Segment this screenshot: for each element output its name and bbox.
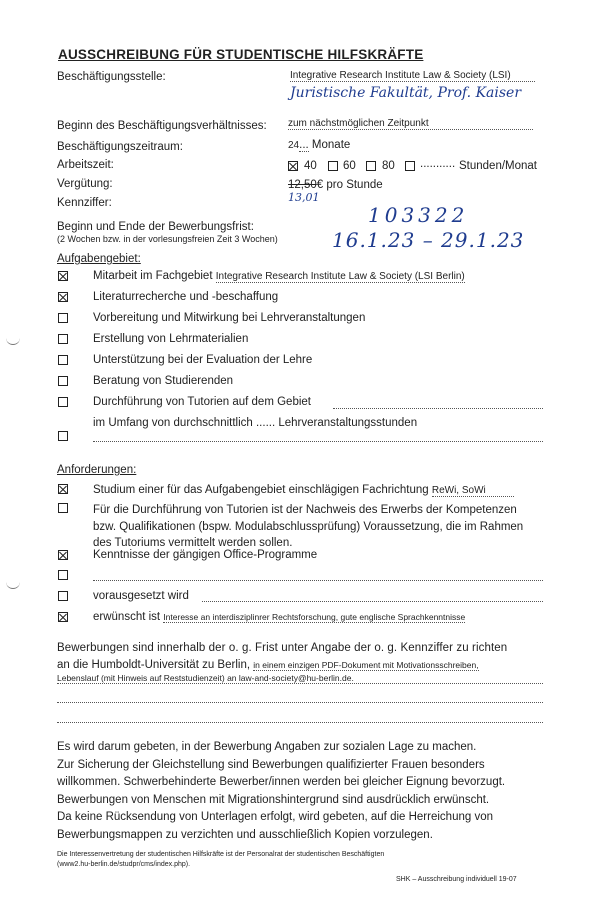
frist-note: (2 Wochen bzw. in der vorlesungsfreien Zeit 3 Wochen) bbox=[57, 234, 278, 244]
aufgabe-tutorien-fill[interactable] bbox=[333, 407, 543, 409]
bewerbung-line1: Bewerbungen sind innerhalb der o. g. Frist unter Angabe der o. g. Kennziffer zu richten bbox=[57, 642, 508, 654]
stelle-label: Beschäftigungsstelle: bbox=[57, 71, 166, 83]
arbeitszeit-other-field[interactable]: ........... bbox=[420, 158, 456, 170]
anforderung-vorausgesetzt: vorausgesetzt wird bbox=[93, 590, 189, 602]
bewerbung-address: an die Humboldt-Universität zu Berlin, bbox=[57, 659, 251, 671]
closing-line: Es wird darum gebeten, in der Bewerbung Angaben zur sozialen Lage zu machen. bbox=[57, 741, 477, 753]
arbeitszeit-label: Arbeitszeit: bbox=[57, 159, 114, 171]
arbeitszeit-unit: Stunden/Monat bbox=[459, 160, 538, 172]
aufgabe-checkbox-tutorien[interactable] bbox=[58, 397, 68, 407]
verguetung-old: 12,50 bbox=[288, 179, 317, 191]
kennziffer-label: Kennziffer: bbox=[57, 197, 112, 209]
aufgabe-umfang: im Umfang von durchschnittlich ...... Lehrveranstaltungsstunden bbox=[93, 417, 418, 429]
bewerbung-blank-line[interactable] bbox=[57, 701, 543, 703]
arbeitszeit-40-checkbox[interactable] bbox=[288, 161, 298, 171]
punch-mark bbox=[6, 580, 20, 589]
anforderung-tutorien-text: Für die Durchführung von Tutorien ist der Nachweis des Erwerbs der Kompetenzen bzw. Qualifikationen (bspw. Modulabschlussprüfung) Voraussetzung, die im Rahmen des Tutoriums vermittelt werden sollen. bbox=[93, 504, 524, 549]
arbeitszeit-60-label: 60 bbox=[343, 160, 356, 172]
aufgabe-checkbox-vorbereitung[interactable] bbox=[58, 313, 68, 323]
aufgabe-tutorien bbox=[93, 396, 311, 408]
anforderung-checkbox-erwuenscht[interactable] bbox=[58, 612, 68, 622]
verguetung-unit: € pro Stunde bbox=[316, 179, 383, 191]
frist-label: Beginn und Ende der Bewerbungsfrist: bbox=[57, 221, 254, 233]
closing-line: willkommen. Schwerbehinderte Bewerber/innen werden bei gleicher Eignung bevorzugt. bbox=[57, 776, 506, 788]
aufgabe-other-fill[interactable] bbox=[93, 440, 543, 442]
anforderung-other-fill[interactable] bbox=[93, 579, 543, 581]
closing-line: Bewerbungsmappen zu verzichten und ausschließlich Kopien vorzulegen. bbox=[57, 828, 433, 841]
anforderungen-heading: Anforderungen: bbox=[57, 464, 137, 476]
closing-paragraph bbox=[57, 739, 505, 844]
verguetung-row bbox=[288, 179, 383, 191]
bewerbung-blank-line[interactable] bbox=[57, 721, 543, 723]
anforderung-checkbox-office[interactable] bbox=[58, 550, 68, 560]
arbeitszeit-80-label: 80 bbox=[382, 160, 395, 172]
anforderung-vorausgesetzt-fill[interactable] bbox=[202, 600, 543, 602]
arbeitszeit-40-label: 40 bbox=[304, 160, 317, 172]
closing-line: Da keine Rücksendung von Unterlagen erfolgt, wird gebeten, auf die Herreichung von bbox=[57, 811, 493, 823]
kennziffer-value: 103322 bbox=[368, 203, 469, 227]
anforderung-erwuenscht bbox=[93, 611, 465, 623]
aufgabe-checkbox-beratung[interactable] bbox=[58, 376, 68, 386]
aufgabe-label: Literaturrecherche und -beschaffung bbox=[93, 291, 279, 303]
anforderung-checkbox-vorausgesetzt[interactable] bbox=[58, 591, 68, 601]
anforderung-studium bbox=[93, 484, 514, 497]
closing-line: Zur Sicherung der Gleichstellung sind Bewerbungen qualifizierter Frauen besonders bbox=[57, 758, 485, 771]
footer-note-line2: (www2.hu-berlin.de/studpr/cms/index.php). bbox=[57, 861, 191, 868]
punch-mark bbox=[6, 336, 20, 345]
frist-value: 16.1.23 – 29.1.23 bbox=[332, 228, 525, 252]
beginn-value: zum nächstmöglichen Zeitpunkt bbox=[288, 118, 533, 130]
aufgabe-label: Unterstützung bei der Evaluation der Lehre bbox=[93, 354, 313, 366]
aufgabe-fachgebiet bbox=[93, 270, 465, 282]
anforderung-studium-label: Studium einer für das Aufgabengebiet einschlägigen Fachrichtung bbox=[93, 484, 429, 496]
aufgaben-heading: Aufgabengebiet: bbox=[57, 253, 141, 265]
verguetung-label: Vergütung: bbox=[57, 178, 113, 190]
anforderung-studium-fill: ReWi, SoWi bbox=[432, 485, 514, 497]
aufgabe-checkbox-lehrmaterialien[interactable] bbox=[58, 334, 68, 344]
aufgabe-label: Mitarbeit im Fachgebiet bbox=[93, 270, 213, 282]
zeitraum-unit: Monate bbox=[311, 139, 351, 151]
anforderung-office: Kenntnisse der gängigen Office-Programme bbox=[93, 549, 318, 561]
verguetung-new: 13,01 bbox=[288, 191, 320, 204]
aufgabe-label: Erstellung von Lehrmaterialien bbox=[93, 333, 249, 345]
bewerbung-fill2: Lebenslauf (mit Hinweis auf Reststudienzeit) an law-and-society@hu-berlin.de. bbox=[57, 673, 543, 684]
aufgabe-label: Vorbereitung und Mitwirkung bei Lehrveranstaltungen bbox=[93, 312, 366, 324]
arbeitszeit-other-checkbox[interactable] bbox=[405, 161, 415, 171]
arbeitszeit-80-checkbox[interactable] bbox=[366, 161, 376, 171]
arbeitszeit-60-checkbox[interactable] bbox=[328, 161, 338, 171]
footer-note-line1: Die Interessenvertretung der studentischen Hilfskräfte ist der Personalrat der studentischen Beschäftigten bbox=[57, 851, 385, 858]
zeitraum-label: Beschäftigungszeitraum: bbox=[57, 141, 183, 153]
anforderung-checkbox-tutorien[interactable] bbox=[58, 503, 68, 513]
aufgabe-label: Durchführung von Tutorien auf dem Gebiet bbox=[93, 396, 311, 408]
aufgabe-label: Beratung von Studierenden bbox=[93, 375, 234, 387]
aufgabe-fachgebiet-fill: Integrative Research Institute Law & Society (LSI Berlin) bbox=[215, 271, 465, 282]
closing-line: Bewerbungen von Menschen mit Migrationshintergrund sind ausdrücklich erwünscht. bbox=[57, 793, 490, 806]
bewerbung-fill1: in einem einzigen PDF-Dokument mit Motivationsschreiben, bbox=[253, 660, 479, 670]
anforderung-erwuenscht-label: erwünscht ist bbox=[93, 611, 161, 623]
footer-reference: SHK – Ausschreibung individuell 19-07 bbox=[396, 876, 517, 883]
anforderung-checkbox-other[interactable] bbox=[58, 570, 68, 580]
aufgabe-checkbox-literatur[interactable] bbox=[58, 292, 68, 302]
zeitraum-value: 24 bbox=[288, 140, 300, 151]
page-title: AUSSCHREIBUNG FÜR STUDENTISCHE HILFSKRÄFTE bbox=[58, 47, 424, 62]
aufgabe-checkbox-evaluation[interactable] bbox=[58, 355, 68, 365]
aufgabe-checkbox-fachgebiet[interactable] bbox=[58, 271, 68, 281]
beginn-label: Beginn des Beschäftigungsverhältnisses: bbox=[57, 120, 267, 132]
stelle-handwritten: Juristische Fakultät, Prof. Kaiser bbox=[290, 85, 522, 101]
aufgabe-checkbox-other[interactable] bbox=[58, 431, 68, 441]
anforderung-erwuenscht-fill: Interesse an interdisziplinrer Rechtsforschung, gute englische Sprachkenntnisse bbox=[163, 612, 466, 622]
bewerbung-line2 bbox=[57, 659, 479, 671]
anforderung-checkbox-studium[interactable] bbox=[58, 484, 68, 494]
zeitraum-value-row: 24... Monate bbox=[288, 139, 351, 151]
stelle-value: Integrative Research Institute Law & Society (LSI) bbox=[290, 70, 535, 82]
